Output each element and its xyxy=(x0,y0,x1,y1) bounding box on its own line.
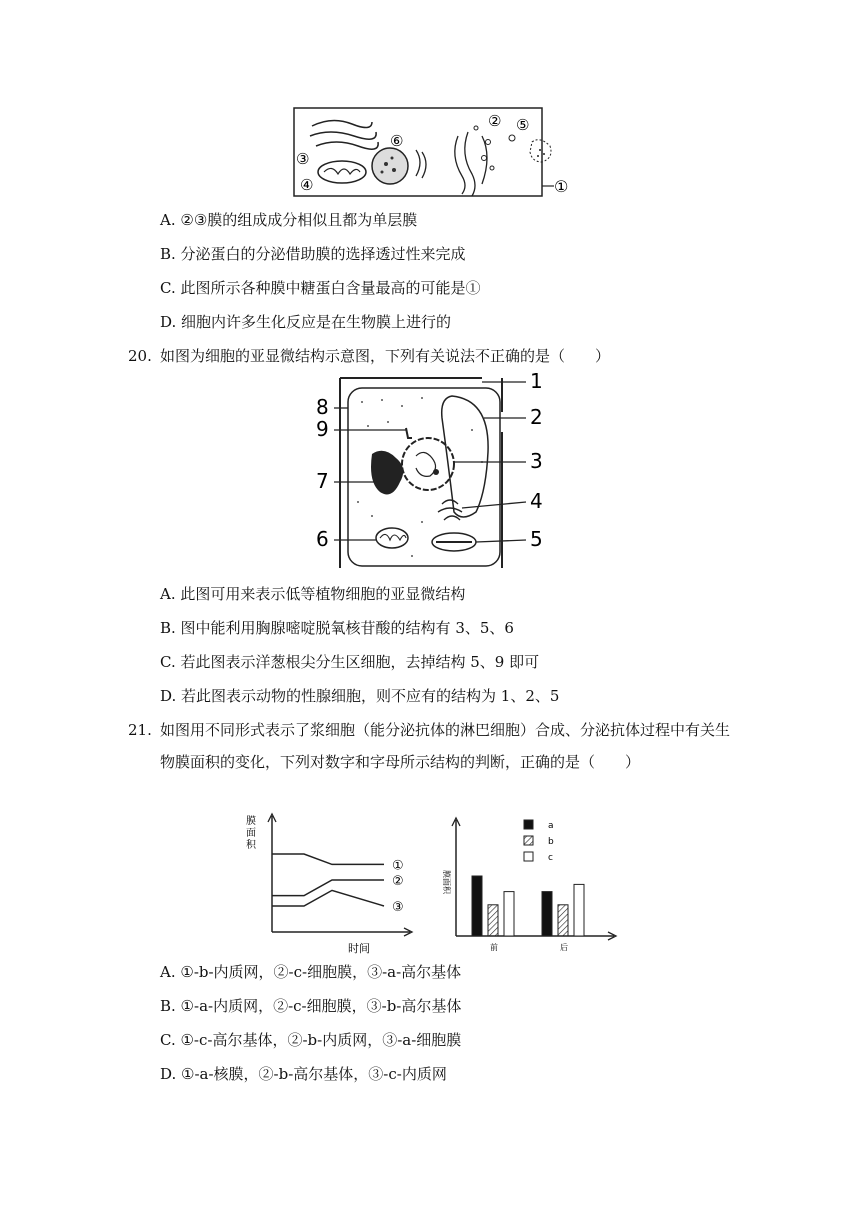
bar-xtick-2: 后 xyxy=(560,943,568,952)
q19-option-a: A. ②③膜的组成成分相似且都为单层膜 xyxy=(160,211,418,229)
line-series-label-3: ③ xyxy=(392,900,404,915)
fig20-label-9: 9 xyxy=(316,417,329,441)
fig20-label-5: 5 xyxy=(530,527,543,551)
legend-label-a: a xyxy=(548,821,554,831)
fig20-label-7: 7 xyxy=(316,469,329,493)
bar-前-c xyxy=(504,892,514,936)
fig19-label-2: ② xyxy=(488,112,502,130)
q21-option-a: A. ①-b-内质网，②-c-细胞膜，③-a-高尔基体 xyxy=(160,963,462,981)
fig19-label-1: ① xyxy=(554,177,569,196)
line-chart-xlabel: 时间 xyxy=(348,942,370,955)
legend-swatch-c xyxy=(524,852,533,861)
q21-line-chart xyxy=(244,810,414,956)
bar-xtick-1: 前 xyxy=(490,943,498,952)
legend-label-b: b xyxy=(548,837,554,847)
q20-option-a: A. 此图可用来表示低等植物细胞的亚显微结构 xyxy=(160,585,466,603)
q20-number: 20. xyxy=(128,347,152,365)
line-chart-ylabel: 膜面积 xyxy=(246,816,256,851)
fig20-label-3: 3 xyxy=(530,449,543,473)
line-series-1 xyxy=(272,854,384,864)
bar-前-b xyxy=(488,905,498,936)
legend-swatch-b xyxy=(524,836,533,845)
q19-option-c: C. 此图所示各种膜中糖蛋白含量最高的可能是① xyxy=(160,279,481,297)
line-series-label-2: ② xyxy=(392,874,404,889)
q20-option-d: D. 若此图表示动物的性腺细胞，则不应有的结构为 1、2、5 xyxy=(160,687,560,705)
q19-option-d: D. 细胞内许多生化反应是在生物膜上进行的 xyxy=(160,313,452,331)
fig20-label-2: 2 xyxy=(530,405,543,429)
bar-后-c xyxy=(574,884,584,936)
q21-option-c: C. ①-c-高尔基体，②-b-内质网，③-a-细胞膜 xyxy=(160,1031,462,1049)
q20-stem: 如图为细胞的亚显微结构示意图，下列有关说法不正确的是（ ） xyxy=(160,347,611,365)
fig19-label-3: ③ xyxy=(296,150,310,168)
fig19-label-5: ⑤ xyxy=(516,116,530,134)
line-series-3 xyxy=(272,890,384,906)
q20-option-c: C. 若此图表示洋葱根尖分生区细胞，去掉结构 5、9 即可 xyxy=(160,653,540,671)
bar-chart-ylabel: 膜面积 xyxy=(442,870,451,894)
q21-bar-chart xyxy=(424,814,624,956)
fig20-label-4: 4 xyxy=(530,489,543,513)
q21-option-d: D. ①-a-核膜，②-b-高尔基体，③-c-内质网 xyxy=(160,1065,447,1083)
q21-stem-line1: 如图用不同形式表示了浆细胞（能分泌抗体的淋巴细胞）合成、分泌抗体过程中有关生 xyxy=(160,721,731,739)
q21-stem-line2: 物膜面积的变化，下列对数字和字母所示结构的判断，正确的是（ ） xyxy=(160,753,641,771)
bar-后-b xyxy=(558,905,568,936)
fig20-label-1: 1 xyxy=(530,372,543,393)
figure-20-cell xyxy=(312,372,552,576)
q21-option-b: B. ①-a-内质网，②-c-细胞膜，③-b-高尔基体 xyxy=(160,997,462,1015)
line-series-label-1: ① xyxy=(392,858,404,874)
fig19-label-6: ⑥ xyxy=(390,132,404,150)
q19-option-b: B. 分泌蛋白的分泌借助膜的选择透过性来完成 xyxy=(160,245,466,263)
fig20-label-6: 6 xyxy=(316,527,329,551)
figure-19-organelles xyxy=(292,106,572,200)
q21-number: 21. xyxy=(128,721,152,739)
bar-前-a xyxy=(472,876,482,936)
bar-后-a xyxy=(542,892,552,936)
fig19-label-4: ④ xyxy=(300,176,314,194)
legend-label-c: c xyxy=(548,853,553,863)
fig20-label-8: 8 xyxy=(316,395,329,419)
legend-swatch-a xyxy=(524,820,533,829)
q20-option-b: B. 图中能利用胸腺嘧啶脱氧核苷酸的结构有 3、5、6 xyxy=(160,619,514,637)
